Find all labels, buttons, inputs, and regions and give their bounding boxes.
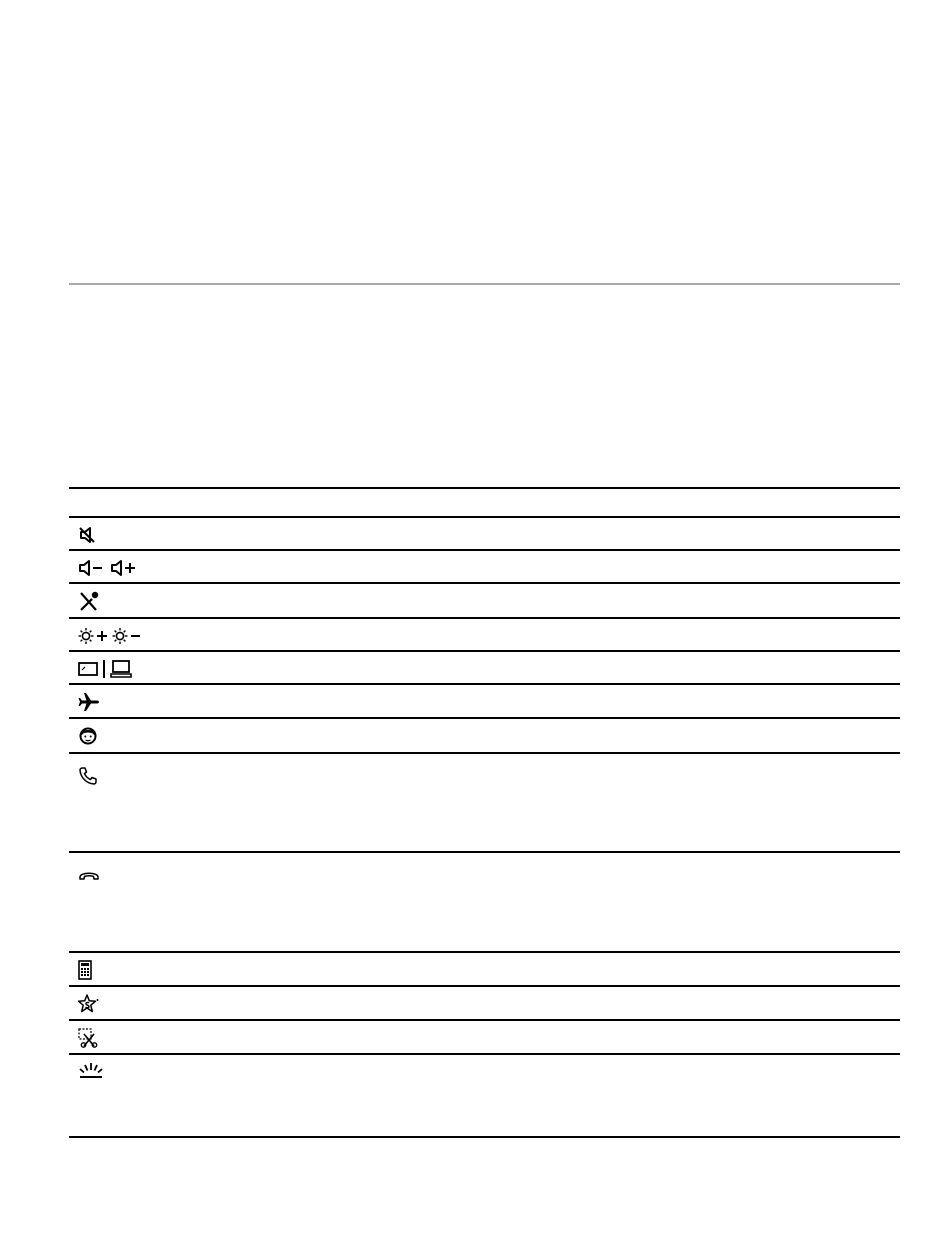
table-row <box>69 651 900 684</box>
table-row <box>69 517 900 550</box>
star-app-icon <box>78 994 100 1014</box>
airplane-mode-icon <box>78 692 100 712</box>
description-cell <box>315 852 900 952</box>
phone-answer-icon <box>78 766 98 786</box>
separator <box>103 660 105 678</box>
speaker-mute-icon <box>78 526 96 544</box>
external-display-icon <box>78 661 98 677</box>
description-cell <box>315 1054 900 1137</box>
description-cell <box>315 1020 900 1054</box>
header-cell-description <box>315 488 900 517</box>
volume-up-icon <box>110 559 140 577</box>
description-cell <box>315 718 900 753</box>
description-cell <box>315 550 900 583</box>
table-row <box>69 952 900 986</box>
icon-cell <box>69 583 315 618</box>
icon-cell <box>69 550 315 583</box>
table-row <box>69 852 900 952</box>
table-row <box>69 618 900 651</box>
description-cell <box>315 753 900 852</box>
description-cell <box>315 684 900 718</box>
microphone-mute-icon <box>78 590 100 612</box>
phone-hangup-icon <box>78 868 100 882</box>
description-cell <box>315 651 900 684</box>
table-row <box>69 986 900 1020</box>
section-divider <box>69 283 900 285</box>
table-row <box>69 718 900 753</box>
table-row <box>69 1054 900 1137</box>
icon-cell <box>69 651 315 684</box>
volume-down-icon <box>78 559 108 577</box>
function-key-table <box>69 487 900 1138</box>
table-header-row <box>69 488 900 517</box>
icon-cell <box>69 852 315 952</box>
icon-cell <box>69 986 315 1020</box>
description-cell <box>315 517 900 550</box>
table-row <box>69 753 900 852</box>
icon-cell <box>69 618 315 651</box>
icon-cell <box>69 517 315 550</box>
calculator-icon <box>78 960 92 980</box>
keyboard-backlight-icon <box>78 1062 104 1080</box>
icon-cell <box>69 684 315 718</box>
icon-cell <box>69 753 315 852</box>
description-cell <box>315 618 900 651</box>
table-row <box>69 684 900 718</box>
support-agent-icon <box>78 726 98 746</box>
brightness-down-icon <box>112 627 142 645</box>
description-cell <box>315 583 900 618</box>
header-cell-icon <box>69 488 315 517</box>
brightness-up-icon <box>78 627 110 645</box>
description-cell <box>315 986 900 1020</box>
table-row <box>69 1020 900 1054</box>
icon-cell <box>69 952 315 986</box>
icon-cell <box>69 718 315 753</box>
icon-cell <box>69 1020 315 1054</box>
table-row <box>69 583 900 618</box>
table-row <box>69 550 900 583</box>
description-cell <box>315 952 900 986</box>
icon-cell <box>69 1054 315 1137</box>
laptop-display-icon <box>110 660 132 678</box>
snipping-tool-icon <box>78 1028 98 1048</box>
